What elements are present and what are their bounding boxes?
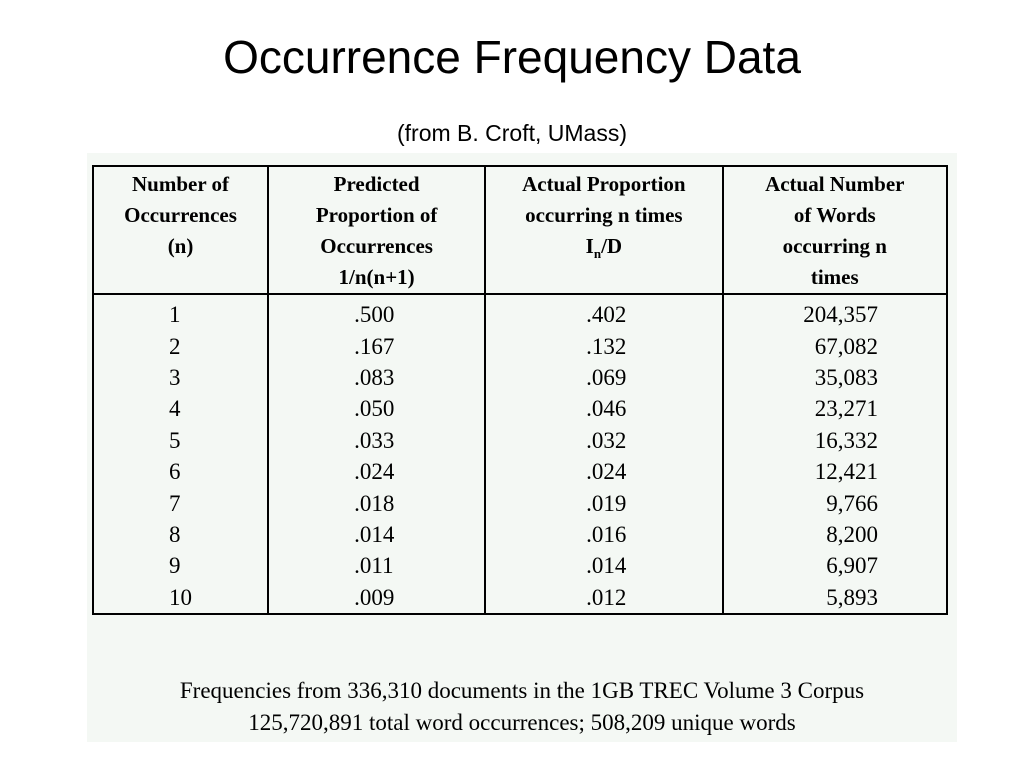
cell-actual: .019 [485, 487, 722, 518]
cell-words: 23,271 [723, 393, 947, 424]
formula-main: I [585, 234, 594, 258]
header-actual-proportion [485, 166, 722, 294]
table-row [93, 519, 947, 550]
cell-words: 12,421 [723, 456, 947, 487]
caption-line-2: 125,720,891 total word occurrences; 508,209 unique words [248, 710, 796, 735]
header-line: times [810, 265, 859, 289]
cell-predicted: .167 [268, 330, 485, 361]
table-row [93, 456, 947, 487]
header-predicted-proportion [268, 166, 485, 294]
cell-predicted: .024 [268, 456, 485, 487]
cell-predicted: .018 [268, 487, 485, 518]
slide-subtitle: (from B. Croft, UMass) [396, 120, 627, 146]
cell-n: 3 [93, 362, 268, 393]
cell-actual: .069 [485, 362, 722, 393]
cell-predicted: .050 [268, 393, 485, 424]
cell-n: 8 [93, 519, 268, 550]
formula-subscript: n [593, 246, 602, 262]
cell-n: 4 [93, 393, 268, 424]
cell-actual: .024 [485, 456, 722, 487]
cell-actual: .132 [485, 330, 722, 361]
header-occurrences [93, 166, 268, 294]
table-row [93, 487, 947, 518]
cell-n: 1 [93, 294, 268, 330]
slide-title: Occurrence Frequency Data [223, 31, 801, 83]
caption-line-1: Frequencies from 336,310 documents in the 1GB TREC Volume 3 Corpus [179, 678, 865, 703]
header-actual-number [723, 166, 947, 294]
frequency-table [92, 165, 948, 615]
header-line: Actual Proportion [522, 172, 686, 196]
cell-words: 8,200 [723, 519, 947, 550]
table-row [93, 425, 947, 456]
cell-predicted: .500 [268, 294, 485, 330]
cell-words: 204,357 [723, 294, 947, 330]
header-line: Actual Number [765, 172, 905, 196]
cell-words: 6,907 [723, 550, 947, 581]
cell-actual: .046 [485, 393, 722, 424]
header-line: occurring n times [525, 203, 683, 227]
cell-actual: .012 [485, 582, 722, 614]
cell-predicted: .083 [268, 362, 485, 393]
header-line: (n) [167, 234, 194, 258]
cell-predicted: .014 [268, 519, 485, 550]
table-row [93, 582, 947, 614]
cell-n: 2 [93, 330, 268, 361]
cell-words: 67,082 [723, 330, 947, 361]
header-line-formula [490, 231, 717, 269]
figure-caption [87, 675, 957, 739]
table-row [93, 330, 947, 361]
cell-actual: .402 [485, 294, 722, 330]
cell-n: 5 [93, 425, 268, 456]
header-line: of Words [793, 203, 876, 227]
table-header-row [93, 166, 947, 294]
table-row [93, 294, 947, 330]
cell-n: 6 [93, 456, 268, 487]
cell-predicted: .033 [268, 425, 485, 456]
table-figure [87, 153, 957, 742]
header-line: occurring n [782, 234, 887, 258]
cell-n: 10 [93, 582, 268, 614]
cell-n: 9 [93, 550, 268, 581]
table-body [93, 294, 947, 614]
header-line: Proportion of [315, 203, 438, 227]
header-line: Number of [132, 172, 230, 196]
formula-rest: /D [601, 234, 623, 258]
table-row [93, 550, 947, 581]
cell-n: 7 [93, 487, 268, 518]
header-line: 1/n(n+1) [338, 265, 415, 289]
cell-predicted: .011 [268, 550, 485, 581]
cell-actual: .016 [485, 519, 722, 550]
cell-words: 5,893 [723, 582, 947, 614]
cell-words: 16,332 [723, 425, 947, 456]
cell-words: 35,083 [723, 362, 947, 393]
cell-actual: .014 [485, 550, 722, 581]
header-line: Occurrences [124, 203, 237, 227]
table-row [93, 393, 947, 424]
header-line: Predicted [333, 172, 420, 196]
cell-actual: .032 [485, 425, 722, 456]
cell-predicted: .009 [268, 582, 485, 614]
header-line: Occurrences [320, 234, 433, 258]
table-row [93, 362, 947, 393]
cell-words: 9,766 [723, 487, 947, 518]
